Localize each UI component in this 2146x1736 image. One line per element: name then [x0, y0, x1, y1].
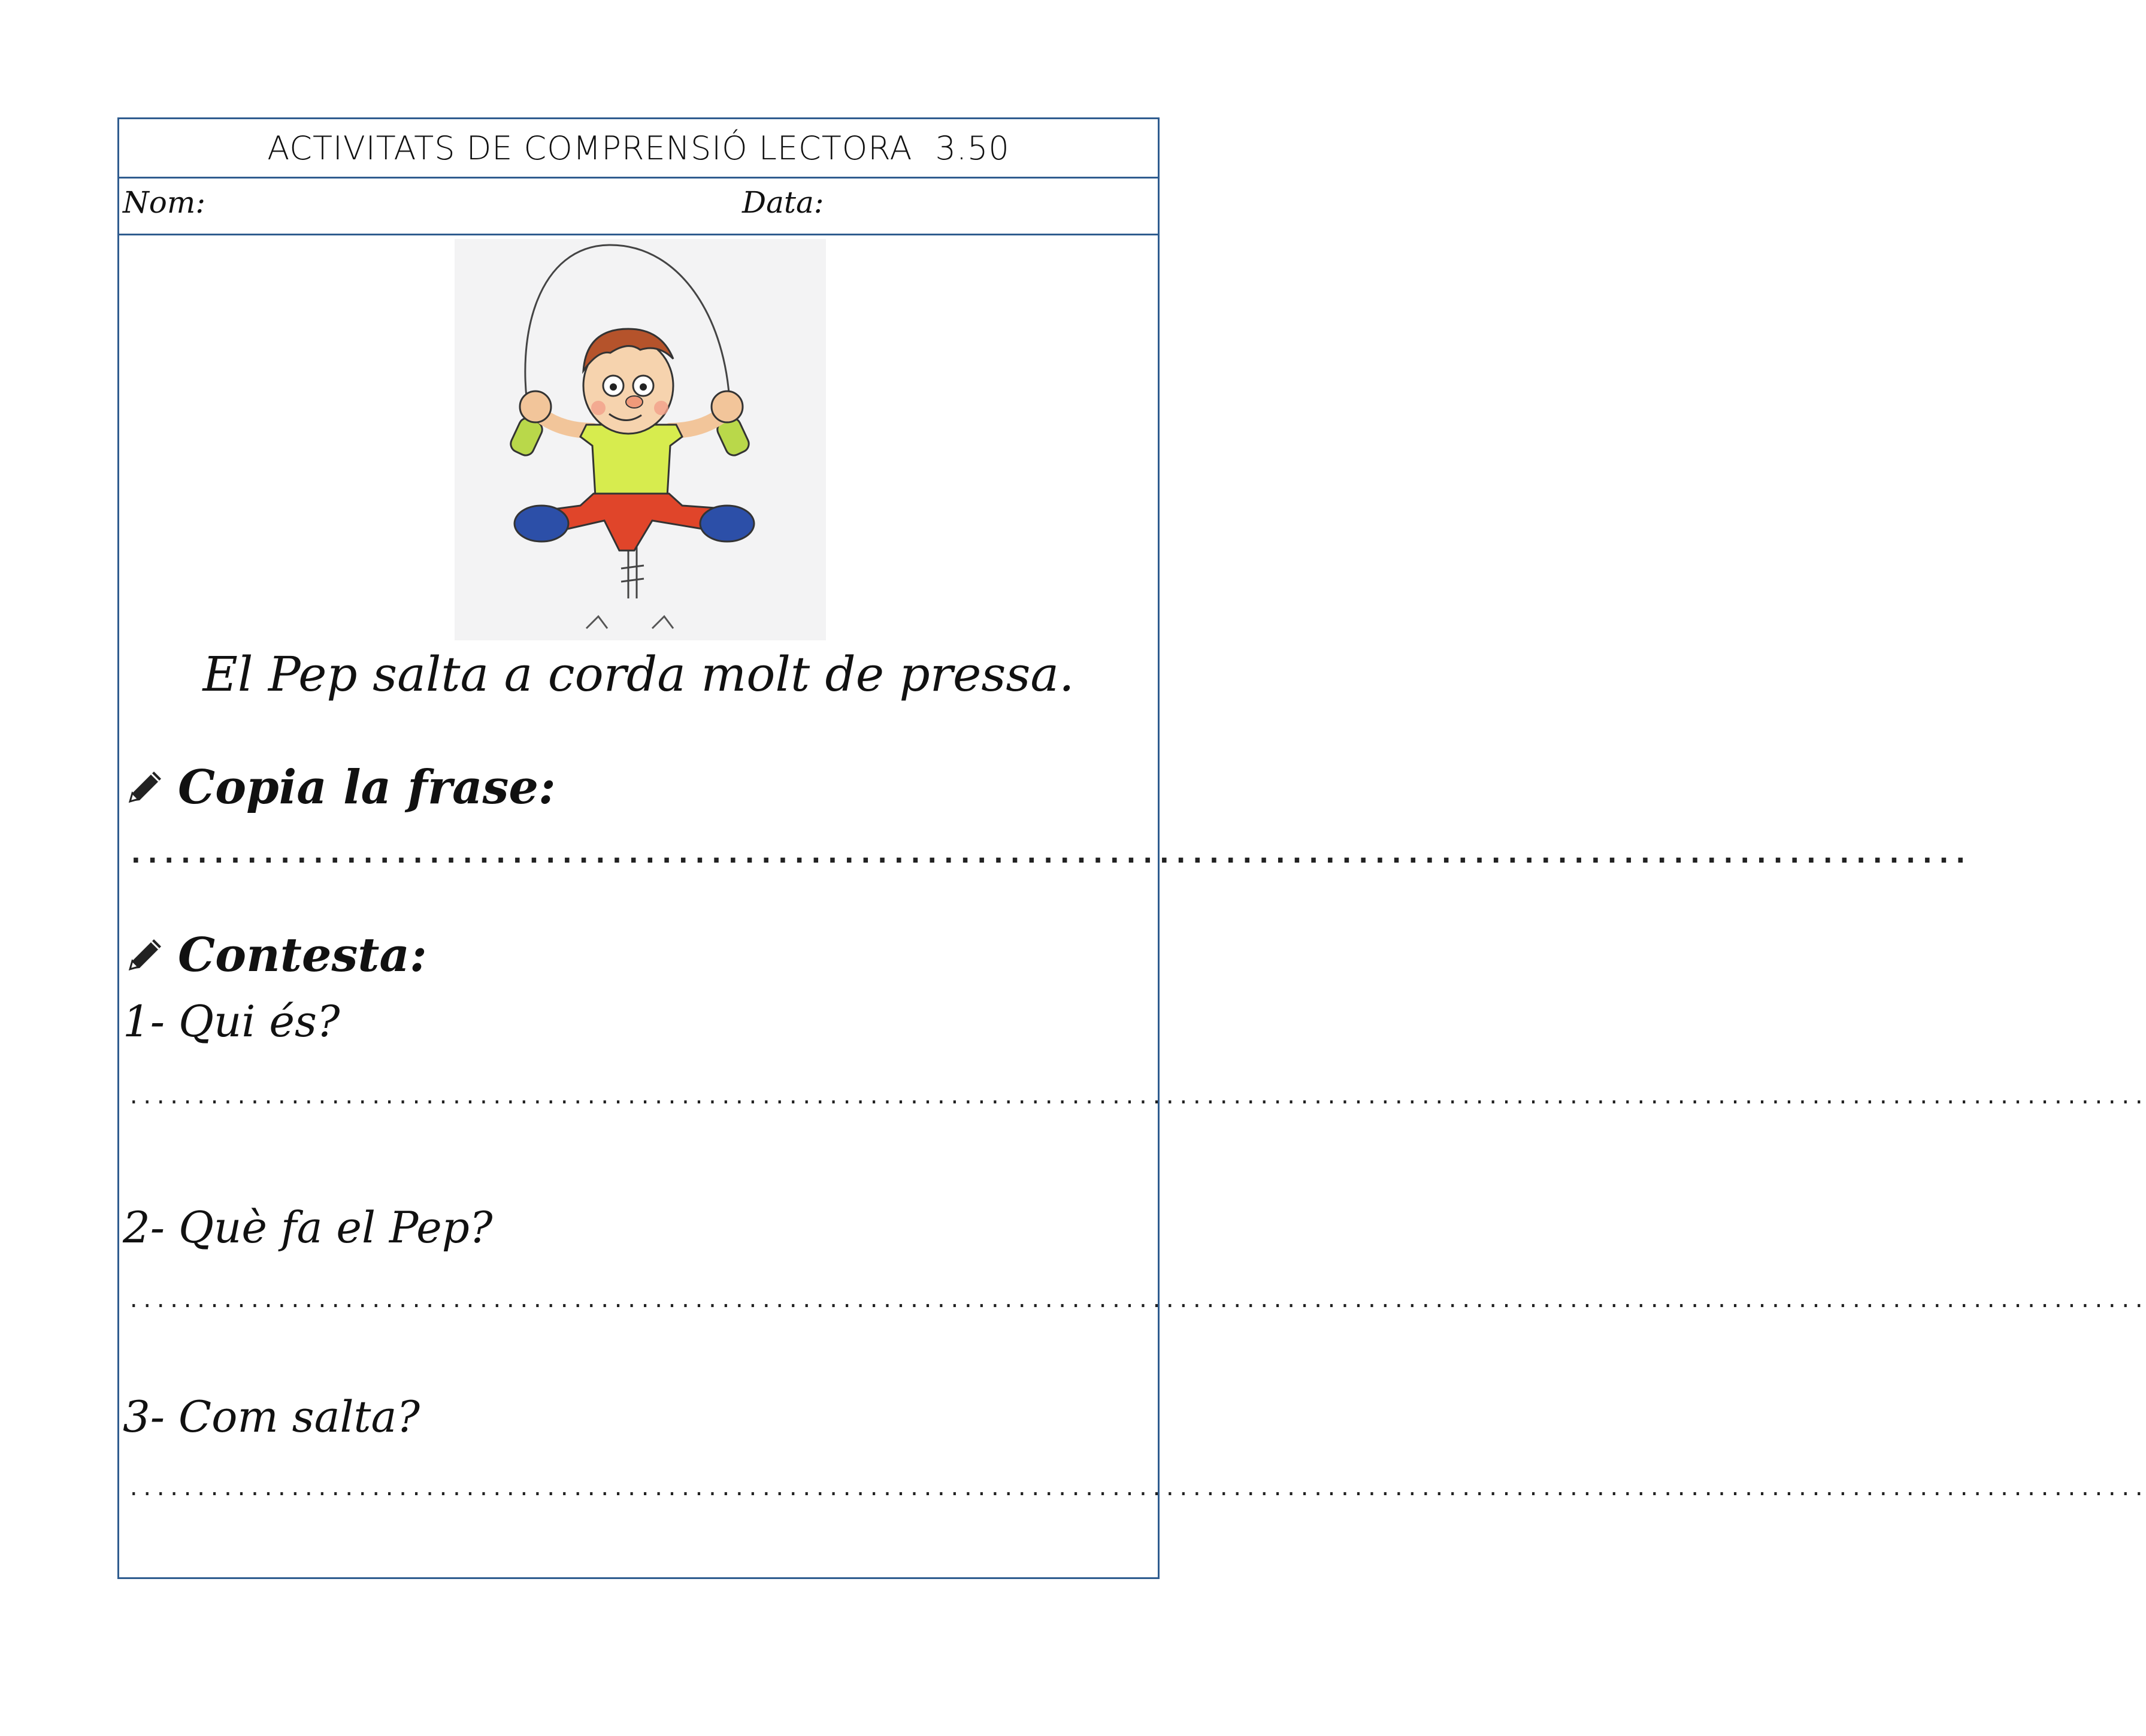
- copy-answer-line[interactable]: ...............................................................................................................: [128, 837, 1969, 869]
- question-2: 2- Què fa el Pep?: [123, 1202, 493, 1253]
- question-1: 1- Qui és?: [123, 996, 340, 1047]
- right-cheek: [654, 401, 668, 415]
- copy-section-label: Copia la frase:: [178, 760, 556, 815]
- date-label: Data:: [742, 185, 824, 220]
- worksheet-title: [267, 129, 1009, 167]
- pencil-icon: [124, 767, 166, 809]
- copy-section: [124, 760, 556, 815]
- answer-line-1[interactable]: ......................................................................................................................................................: [128, 1085, 2146, 1109]
- answer-line-3[interactable]: ......................................................................................................................................................: [128, 1477, 2146, 1501]
- left-shoe: [514, 506, 568, 542]
- shirt: [580, 425, 682, 497]
- title-text: ACTIVITATS DE COMPRENSIÓ LECTORA: [267, 129, 913, 167]
- name-label: Nom:: [123, 185, 206, 220]
- left-pupil: [610, 383, 617, 391]
- title-row: [119, 119, 1158, 179]
- pencil-icon: [124, 934, 166, 976]
- left-cheek: [591, 401, 606, 415]
- right-pupil: [640, 383, 647, 391]
- right-shoe: [700, 506, 754, 542]
- boy-jumping-rope-illustration: [455, 239, 826, 640]
- nose: [626, 396, 643, 408]
- name-date-row: [119, 177, 1158, 235]
- left-hand: [520, 391, 551, 422]
- answer-section-label: Contesta:: [178, 928, 427, 982]
- right-hand: [712, 391, 743, 422]
- reading-sentence: El Pep salta a corda molt de pressa.: [202, 646, 1074, 702]
- answer-line-2[interactable]: ......................................................................................................................................................: [128, 1289, 2146, 1312]
- worksheet-code: 3.50: [935, 129, 1010, 167]
- answer-section: [124, 928, 427, 982]
- worksheet: [117, 117, 2146, 1579]
- question-3: 3- Com salta?: [123, 1392, 420, 1442]
